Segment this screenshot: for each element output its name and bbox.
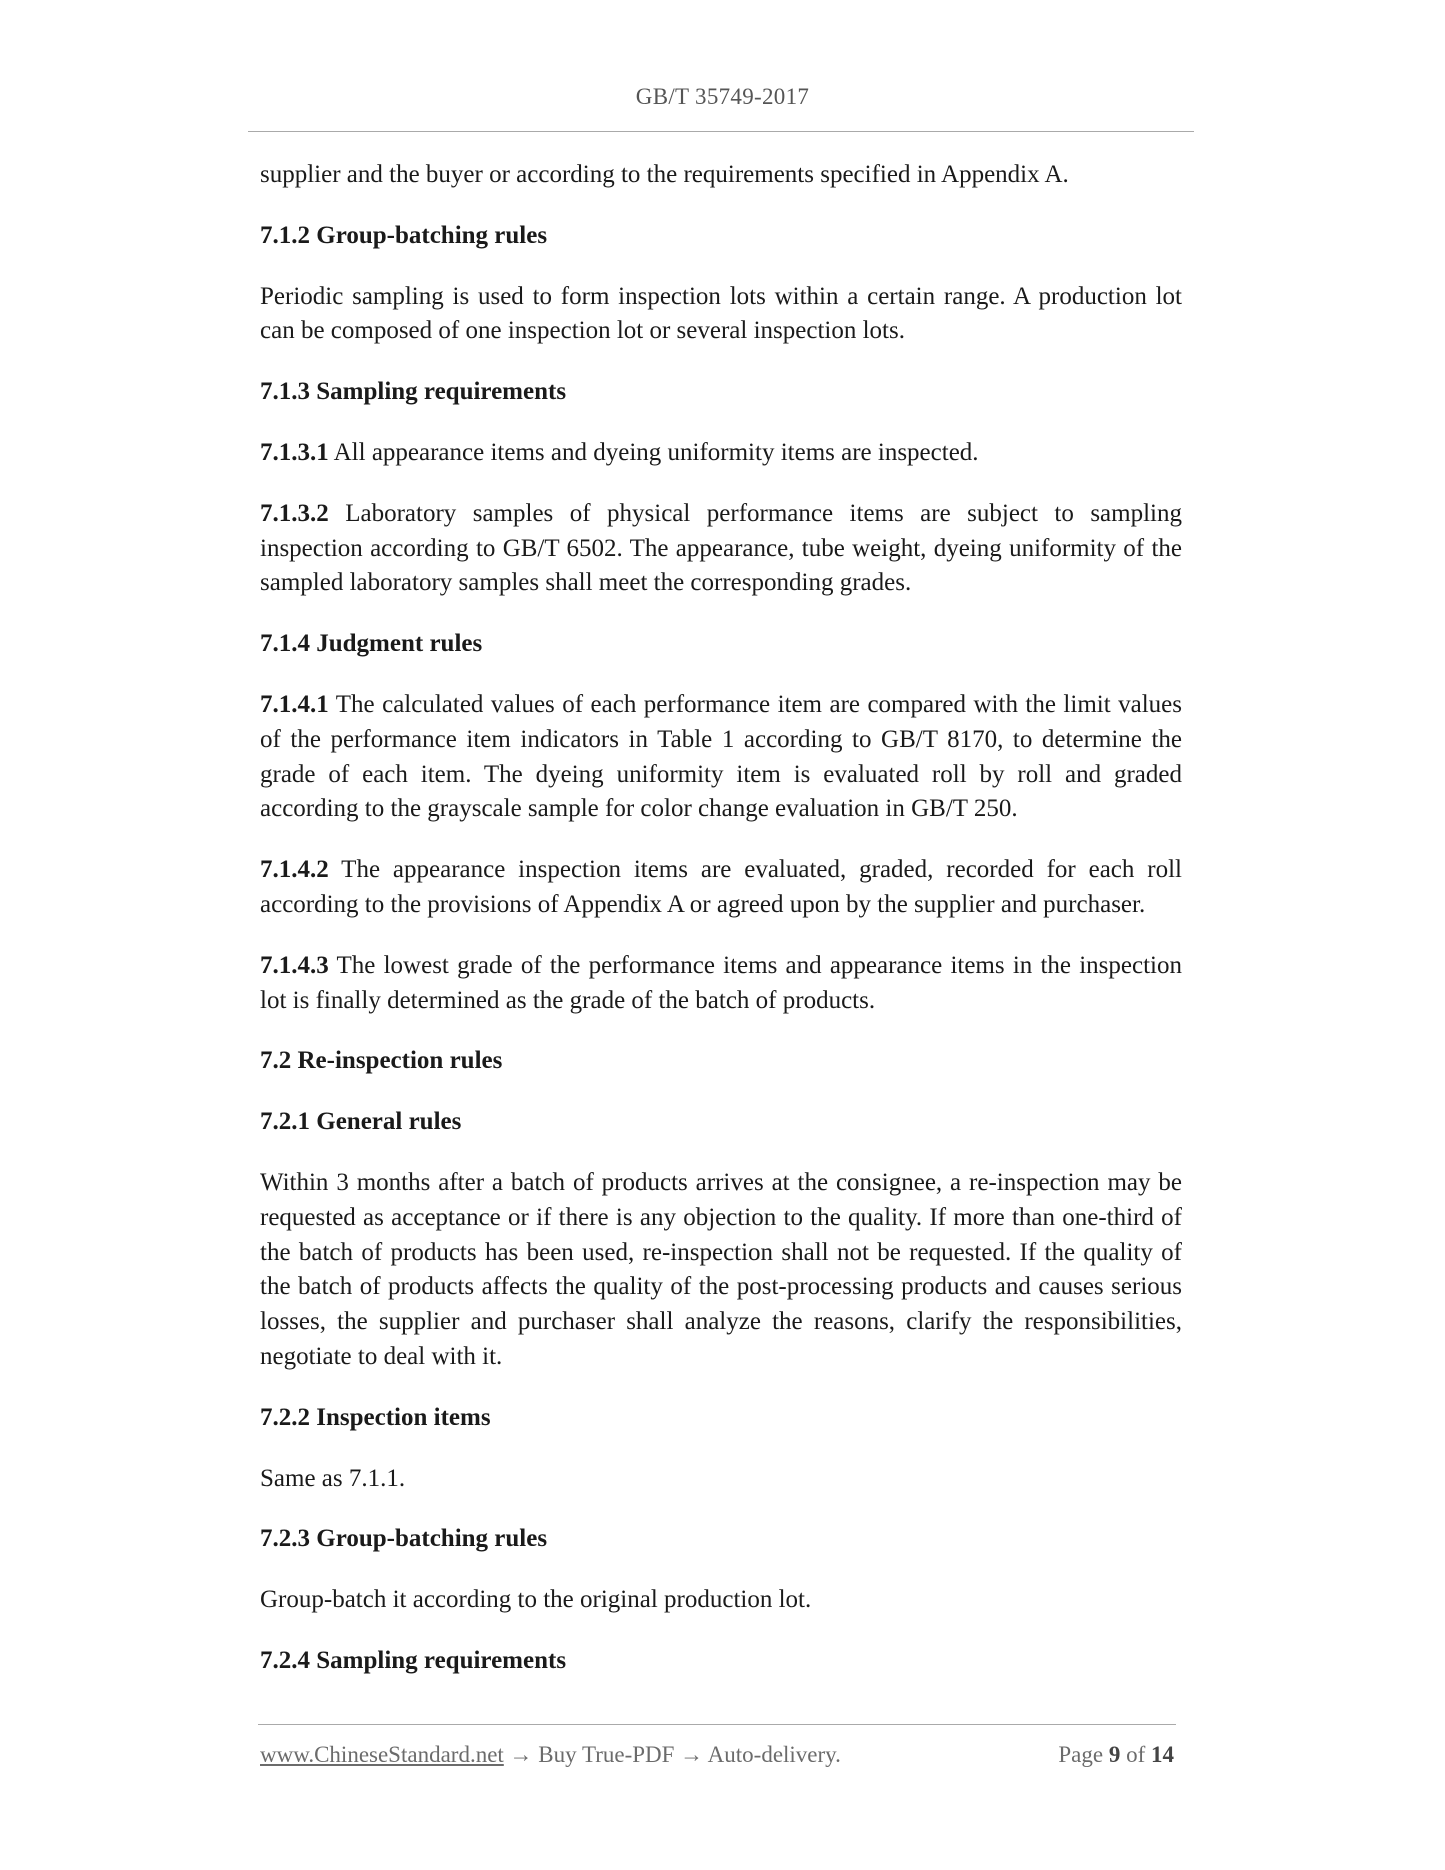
clause-text: The calculated values of each performance item are compared with the limit values of the performance item indicators in Table 1 according to GB/T 8170, to determine the grade of each item. The dyeing uniformity item is evaluated roll by roll and graded according to the grayscale sample for color change evaluation in GB/T 250. — [260, 690, 1182, 823]
paragraph-7-1-3-1 — [260, 436, 1182, 471]
footer-divider — [258, 1724, 1176, 1725]
paragraph-continued: supplier and the buyer or according to the requirements specified in Appendix A. — [260, 161, 1069, 188]
page-label: Page — [1058, 1742, 1109, 1767]
clause-number: 7.1.3.1 — [260, 438, 329, 466]
section-heading-7-2-1: 7.2.1 General rules — [260, 1108, 462, 1136]
header-divider — [248, 131, 1194, 132]
clause-text: Laboratory samples of physical performance items are subject to sampling inspection according to GB/T 6502. The appearance, tube weight, dyeing uniformity of the sampled laboratory samples shall meet the corresponding grades. — [260, 499, 1182, 597]
paragraph-7-1-2: Periodic sampling is used to form inspection lots within a certain range. A production lot can be composed of one inspection lot or several inspection lots. — [260, 282, 1182, 345]
paragraph-7-1-3-2 — [260, 497, 1182, 601]
clause-text: The lowest grade of the performance items and appearance items in the inspection lot is finally determined as the grade of the batch of products. — [260, 951, 1182, 1014]
paragraph-7-2-3: Group-batch it according to the original production lot. — [260, 1586, 812, 1614]
clause-number: 7.1.4.1 — [260, 690, 329, 718]
section-heading-7-2: 7.2 Re-inspection rules — [260, 1047, 503, 1075]
paragraph-7-2-1: Within 3 months after a batch of products arrives at the consignee, a re-inspection may be requested as acceptance or if there is any objection to the quality. If more than one-third of the batch of products has been used, re-inspection shall not be requested. If the quality of the batch of products affects the quality of the post-processing products and causes serious losses, the supplier and purchaser shall analyze the reasons, clarify the responsibilities, negotiate to deal with it. — [260, 1168, 1182, 1370]
footer-promo-text: → Buy True-PDF → Auto-delivery. — [503, 1742, 841, 1767]
document-header-title: GB/T 35749-2017 — [635, 84, 810, 109]
paragraph-7-1-4-1 — [260, 688, 1182, 827]
document-body — [260, 158, 1182, 1705]
section-heading-7-1-2: 7.1.2 Group-batching rules — [260, 221, 548, 249]
footer-promo — [260, 1742, 841, 1768]
clause-number: 7.1.3.2 — [260, 499, 329, 527]
section-heading-7-2-4: 7.2.4 Sampling requirements — [260, 1646, 567, 1674]
page-of: of — [1120, 1742, 1151, 1767]
page-indicator — [1058, 1742, 1174, 1768]
paragraph-7-1-4-3 — [260, 949, 1182, 1019]
section-heading-7-1-4: 7.1.4 Judgment rules — [260, 630, 483, 658]
section-heading-7-1-3: 7.1.3 Sampling requirements — [260, 378, 567, 406]
website-link[interactable]: www.ChineseStandard.net — [260, 1742, 504, 1767]
page-total: 14 — [1151, 1742, 1174, 1767]
clause-text: The appearance inspection items are evaluated, graded, recorded for each roll according to the provisions of Appendix A or agreed upon by the supplier and purchaser. — [260, 856, 1182, 918]
section-heading-7-2-2: 7.2.2 Inspection items — [260, 1403, 491, 1431]
clause-number: 7.1.4.3 — [260, 951, 329, 979]
page-footer — [260, 1742, 1174, 1768]
clause-number: 7.1.4.2 — [260, 856, 329, 884]
paragraph-7-2-2: Same as 7.1.1. — [260, 1464, 406, 1492]
section-heading-7-2-3: 7.2.3 Group-batching rules — [260, 1525, 548, 1553]
paragraph-7-1-4-2 — [260, 853, 1182, 923]
page-current: 9 — [1108, 1742, 1121, 1767]
clause-text: All appearance items and dyeing uniformity items are inspected. — [328, 438, 979, 466]
